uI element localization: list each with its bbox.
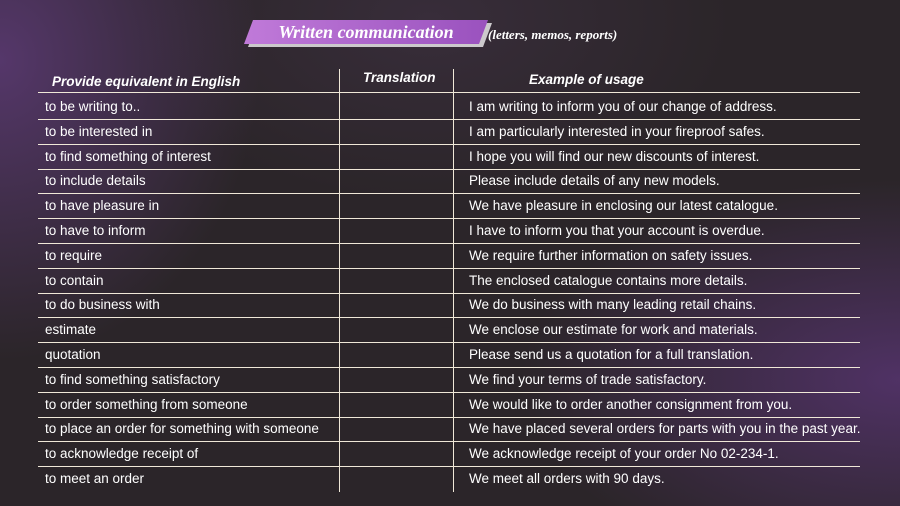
example-cell: Please send us a quotation for a full translation. <box>469 347 754 362</box>
column-header-translation: Translation <box>363 70 436 85</box>
table-row <box>0 467 900 492</box>
table-top-border <box>38 92 860 93</box>
example-cell: The enclosed catalogue contains more details. <box>469 272 748 288</box>
table-row <box>0 120 900 145</box>
phrase-cell: to order something from someone <box>45 396 248 412</box>
title-banner <box>244 20 488 44</box>
example-cell: I am writing to inform you of our change of address. <box>469 99 777 114</box>
table-row <box>0 169 900 194</box>
phrase-cell: to have to inform <box>45 223 146 238</box>
translation-cell[interactable] <box>341 318 451 343</box>
translation-cell[interactable] <box>341 95 451 120</box>
example-cell: We would like to order another consignment from you. <box>469 396 793 412</box>
translation-cell[interactable] <box>341 293 451 318</box>
translation-cell[interactable] <box>341 269 451 294</box>
phrase-cell: quotation <box>45 347 101 362</box>
example-cell: We do business with many leading retail chains. <box>469 297 757 313</box>
example-cell: We have placed several orders for parts with you in the past year. <box>469 421 861 437</box>
example-cell: We find your terms of trade satisfactory. <box>469 371 707 387</box>
phrase-cell: to find something of interest <box>45 148 211 164</box>
table-row <box>0 343 900 368</box>
example-cell: I have to inform you that your account is overdue. <box>469 223 765 238</box>
example-cell: We have pleasure in enclosing our latest catalogue. <box>469 198 778 214</box>
example-cell: I hope you will find our new discounts of interest. <box>469 148 760 164</box>
translation-cell[interactable] <box>341 393 451 418</box>
phrase-cell: to have pleasure in <box>45 198 160 214</box>
phrase-cell: to be interested in <box>45 123 153 139</box>
phrase-cell: to find something satisfactory <box>45 371 220 387</box>
example-cell: We require further information on safety issues. <box>469 247 753 263</box>
example-cell: We enclose our estimate for work and materials. <box>469 322 758 338</box>
table-row <box>0 244 900 269</box>
phrase-cell: to meet an order <box>45 471 145 486</box>
table-row <box>0 393 900 418</box>
phrase-cell: to acknowledge receipt of <box>45 446 199 462</box>
table-row <box>0 442 900 467</box>
example-cell: Please include details of any new models. <box>469 173 720 189</box>
translation-cell[interactable] <box>341 219 451 244</box>
table-row <box>0 95 900 120</box>
translation-cell[interactable] <box>341 343 451 368</box>
phrase-cell: to place an order for something with someone <box>45 421 319 437</box>
translation-cell[interactable] <box>341 145 451 170</box>
phrase-cell: to be writing to.. <box>45 99 141 114</box>
table-row <box>0 219 900 244</box>
phrase-cell: to require <box>45 247 103 263</box>
table-row <box>0 417 900 442</box>
translation-cell[interactable] <box>341 442 451 467</box>
column-header-example: Example of usage <box>529 72 644 87</box>
table-row <box>0 318 900 343</box>
page-subtitle: (letters, memos, reports) <box>488 27 618 42</box>
table-row <box>0 194 900 219</box>
translation-cell[interactable] <box>341 368 451 393</box>
phrase-cell: to do business with <box>45 297 160 313</box>
translation-cell[interactable] <box>341 417 451 442</box>
translation-cell[interactable] <box>341 194 451 219</box>
page-title: Written communication <box>278 22 454 42</box>
phrase-cell: to contain <box>45 272 104 288</box>
column-header-english: Provide equivalent in English <box>52 74 241 89</box>
table-row <box>0 269 900 294</box>
table-row <box>0 145 900 170</box>
example-cell: We acknowledge receipt of your order No 02-234-1. <box>469 446 779 462</box>
table-row <box>0 293 900 318</box>
translation-cell[interactable] <box>341 467 451 492</box>
example-cell: I am particularly interested in your fireproof safes. <box>469 123 765 139</box>
translation-cell[interactable] <box>341 120 451 145</box>
phrase-cell: estimate <box>45 322 97 338</box>
example-cell: We meet all orders with 90 days. <box>469 471 665 486</box>
translation-cell[interactable] <box>341 244 451 269</box>
table-row <box>0 368 900 393</box>
phrase-cell: to include details <box>45 173 146 189</box>
translation-cell[interactable] <box>341 169 451 194</box>
